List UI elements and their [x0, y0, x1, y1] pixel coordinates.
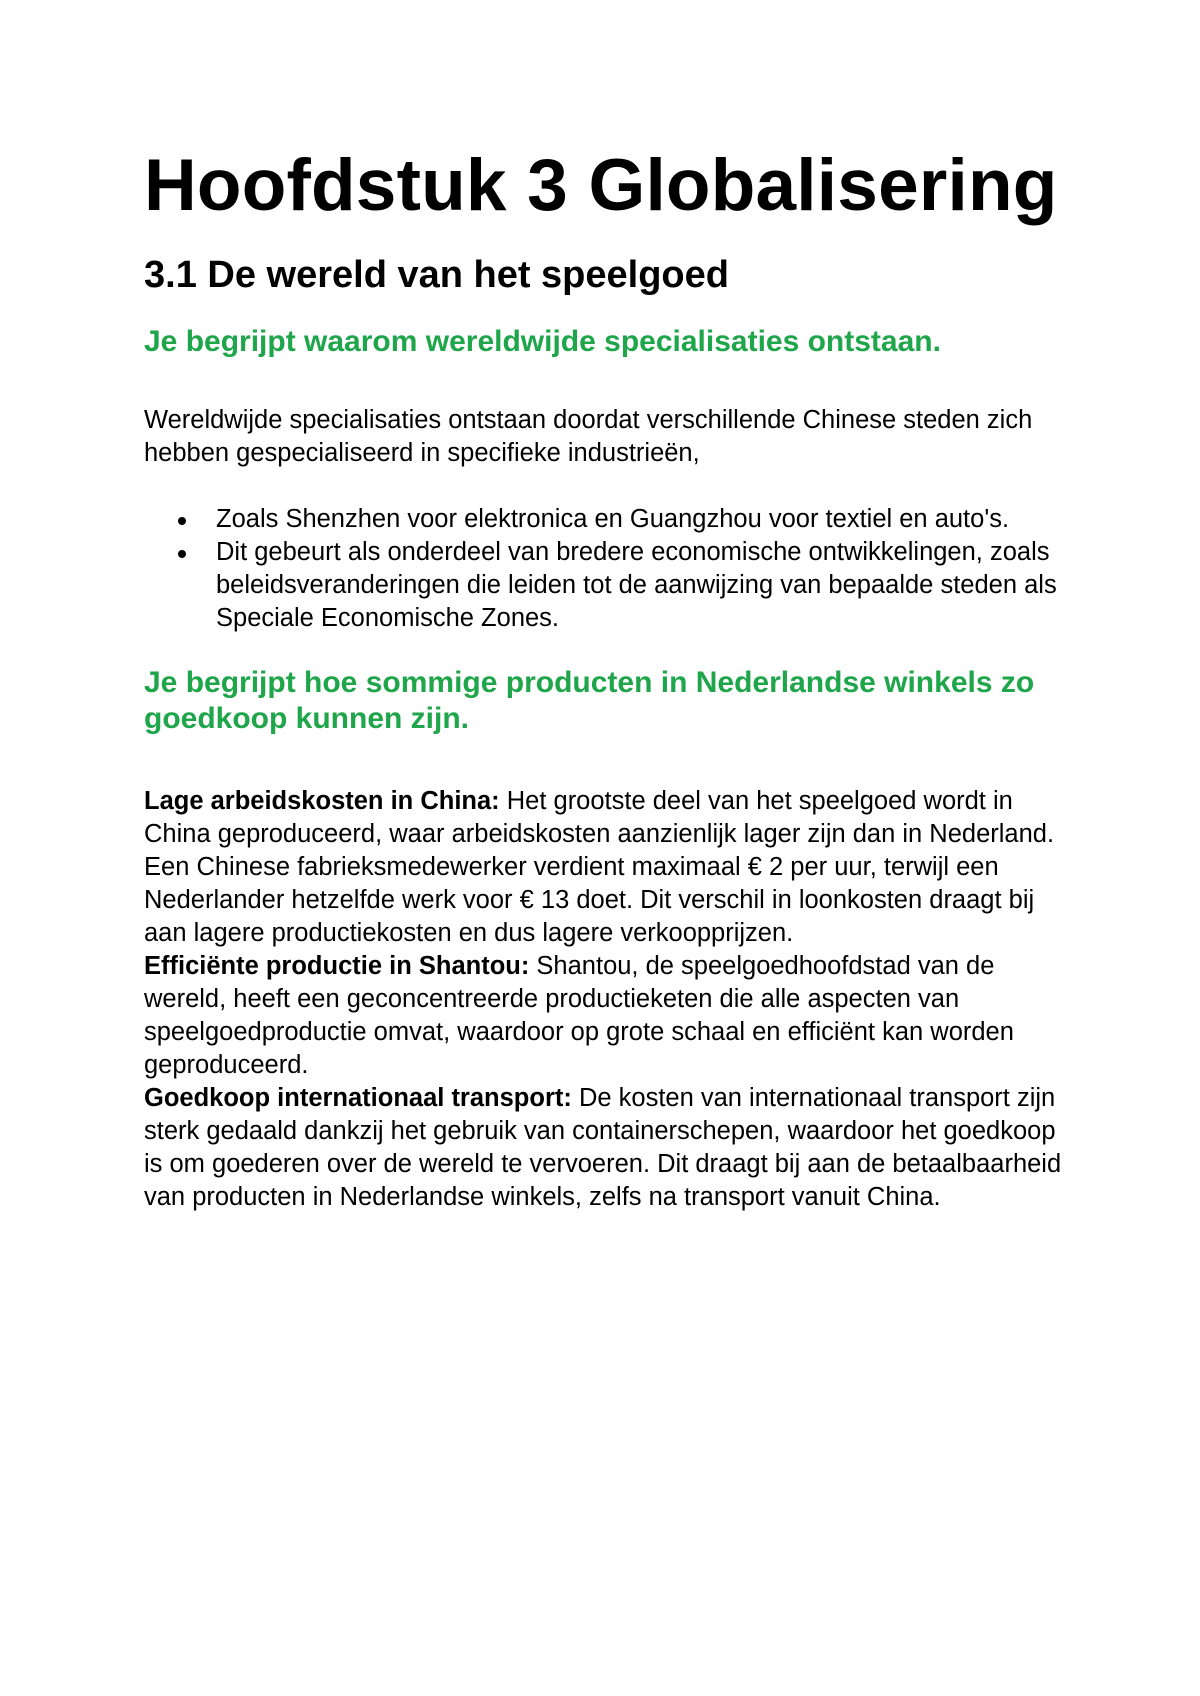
intro-paragraph: Wereldwijde specialisaties ontstaan doordat verschillende Chinese steden zich hebben gespecialiseerd in specifieke industrieën, [144, 406, 1033, 467]
bullet-text: Dit gebeurt als onderdeel van bredere economische ontwikkelingen, zoals beleidsveranderingen die leiden tot de aanwijzing van bepaalde steden als Speciale Economische Zones. [216, 538, 1057, 632]
learning-goal-2: Je begrijpt hoe sommige producten in Nederlandse winkels zo goedkoop kunnen zijn. [144, 666, 1035, 735]
paragraph-lead: Efficiënte productie in Shantou: [144, 952, 530, 980]
document-content [144, 140, 1074, 1214]
bullet-item-2 [216, 536, 1074, 635]
bullet-dot-icon [178, 517, 186, 525]
paragraph-transport [144, 1082, 1074, 1214]
bullet-list [144, 503, 1074, 635]
section-heading: 3.1 De wereld van het speelgoed [144, 254, 729, 296]
bullet-item-1 [216, 503, 1074, 536]
paragraph-text: Het grootste deel van het speelgoed wordt in China geproduceerd, waar arbeidskosten aanzienlijk lager zijn dan in Nederland. Een Chinese fabrieksmedewerker verdient maximaal € 2 per uur, terwijl een Nederlander hetzelfde werk voor € 13 doet. Dit verschil in loonkosten draagt bij aan lagere productiekosten en dus lagere verkoopprijzen. [144, 787, 1055, 947]
page-title: Hoofdstuk 3 Globalisering [144, 145, 1058, 226]
paragraph-text: De kosten van internationaal transport zijn sterk gedaald dankzij het gebruik van containerschepen, waardoor het goedkoop is om goederen over de wereld te vervoeren. Dit draagt bij aan de betaalbaarheid van producten in Nederlandse winkels, zelfs na transport vanuit China. [144, 1084, 1062, 1211]
paragraph-labour-costs [144, 785, 1074, 950]
paragraph-efficient-production [144, 950, 1074, 1082]
explanation-paragraphs [144, 785, 1074, 1214]
bullet-dot-icon [178, 550, 186, 558]
paragraph-text: Shantou, de speelgoedhoofdstad van de wereld, heeft een geconcentreerde productieketen die alle aspecten van speelgoedproductie omvat, waardoor op grote schaal en efficiënt kan worden geproduceerd. [144, 952, 1014, 1079]
paragraph-lead: Lage arbeidskosten in China: [144, 787, 500, 815]
paragraph-lead: Goedkoop internationaal transport: [144, 1084, 572, 1112]
learning-goal-1: Je begrijpt waarom wereldwijde specialisaties ontstaan. [144, 325, 941, 358]
bullet-text: Zoals Shenzhen voor elektronica en Guangzhou voor textiel en auto's. [216, 505, 1010, 533]
